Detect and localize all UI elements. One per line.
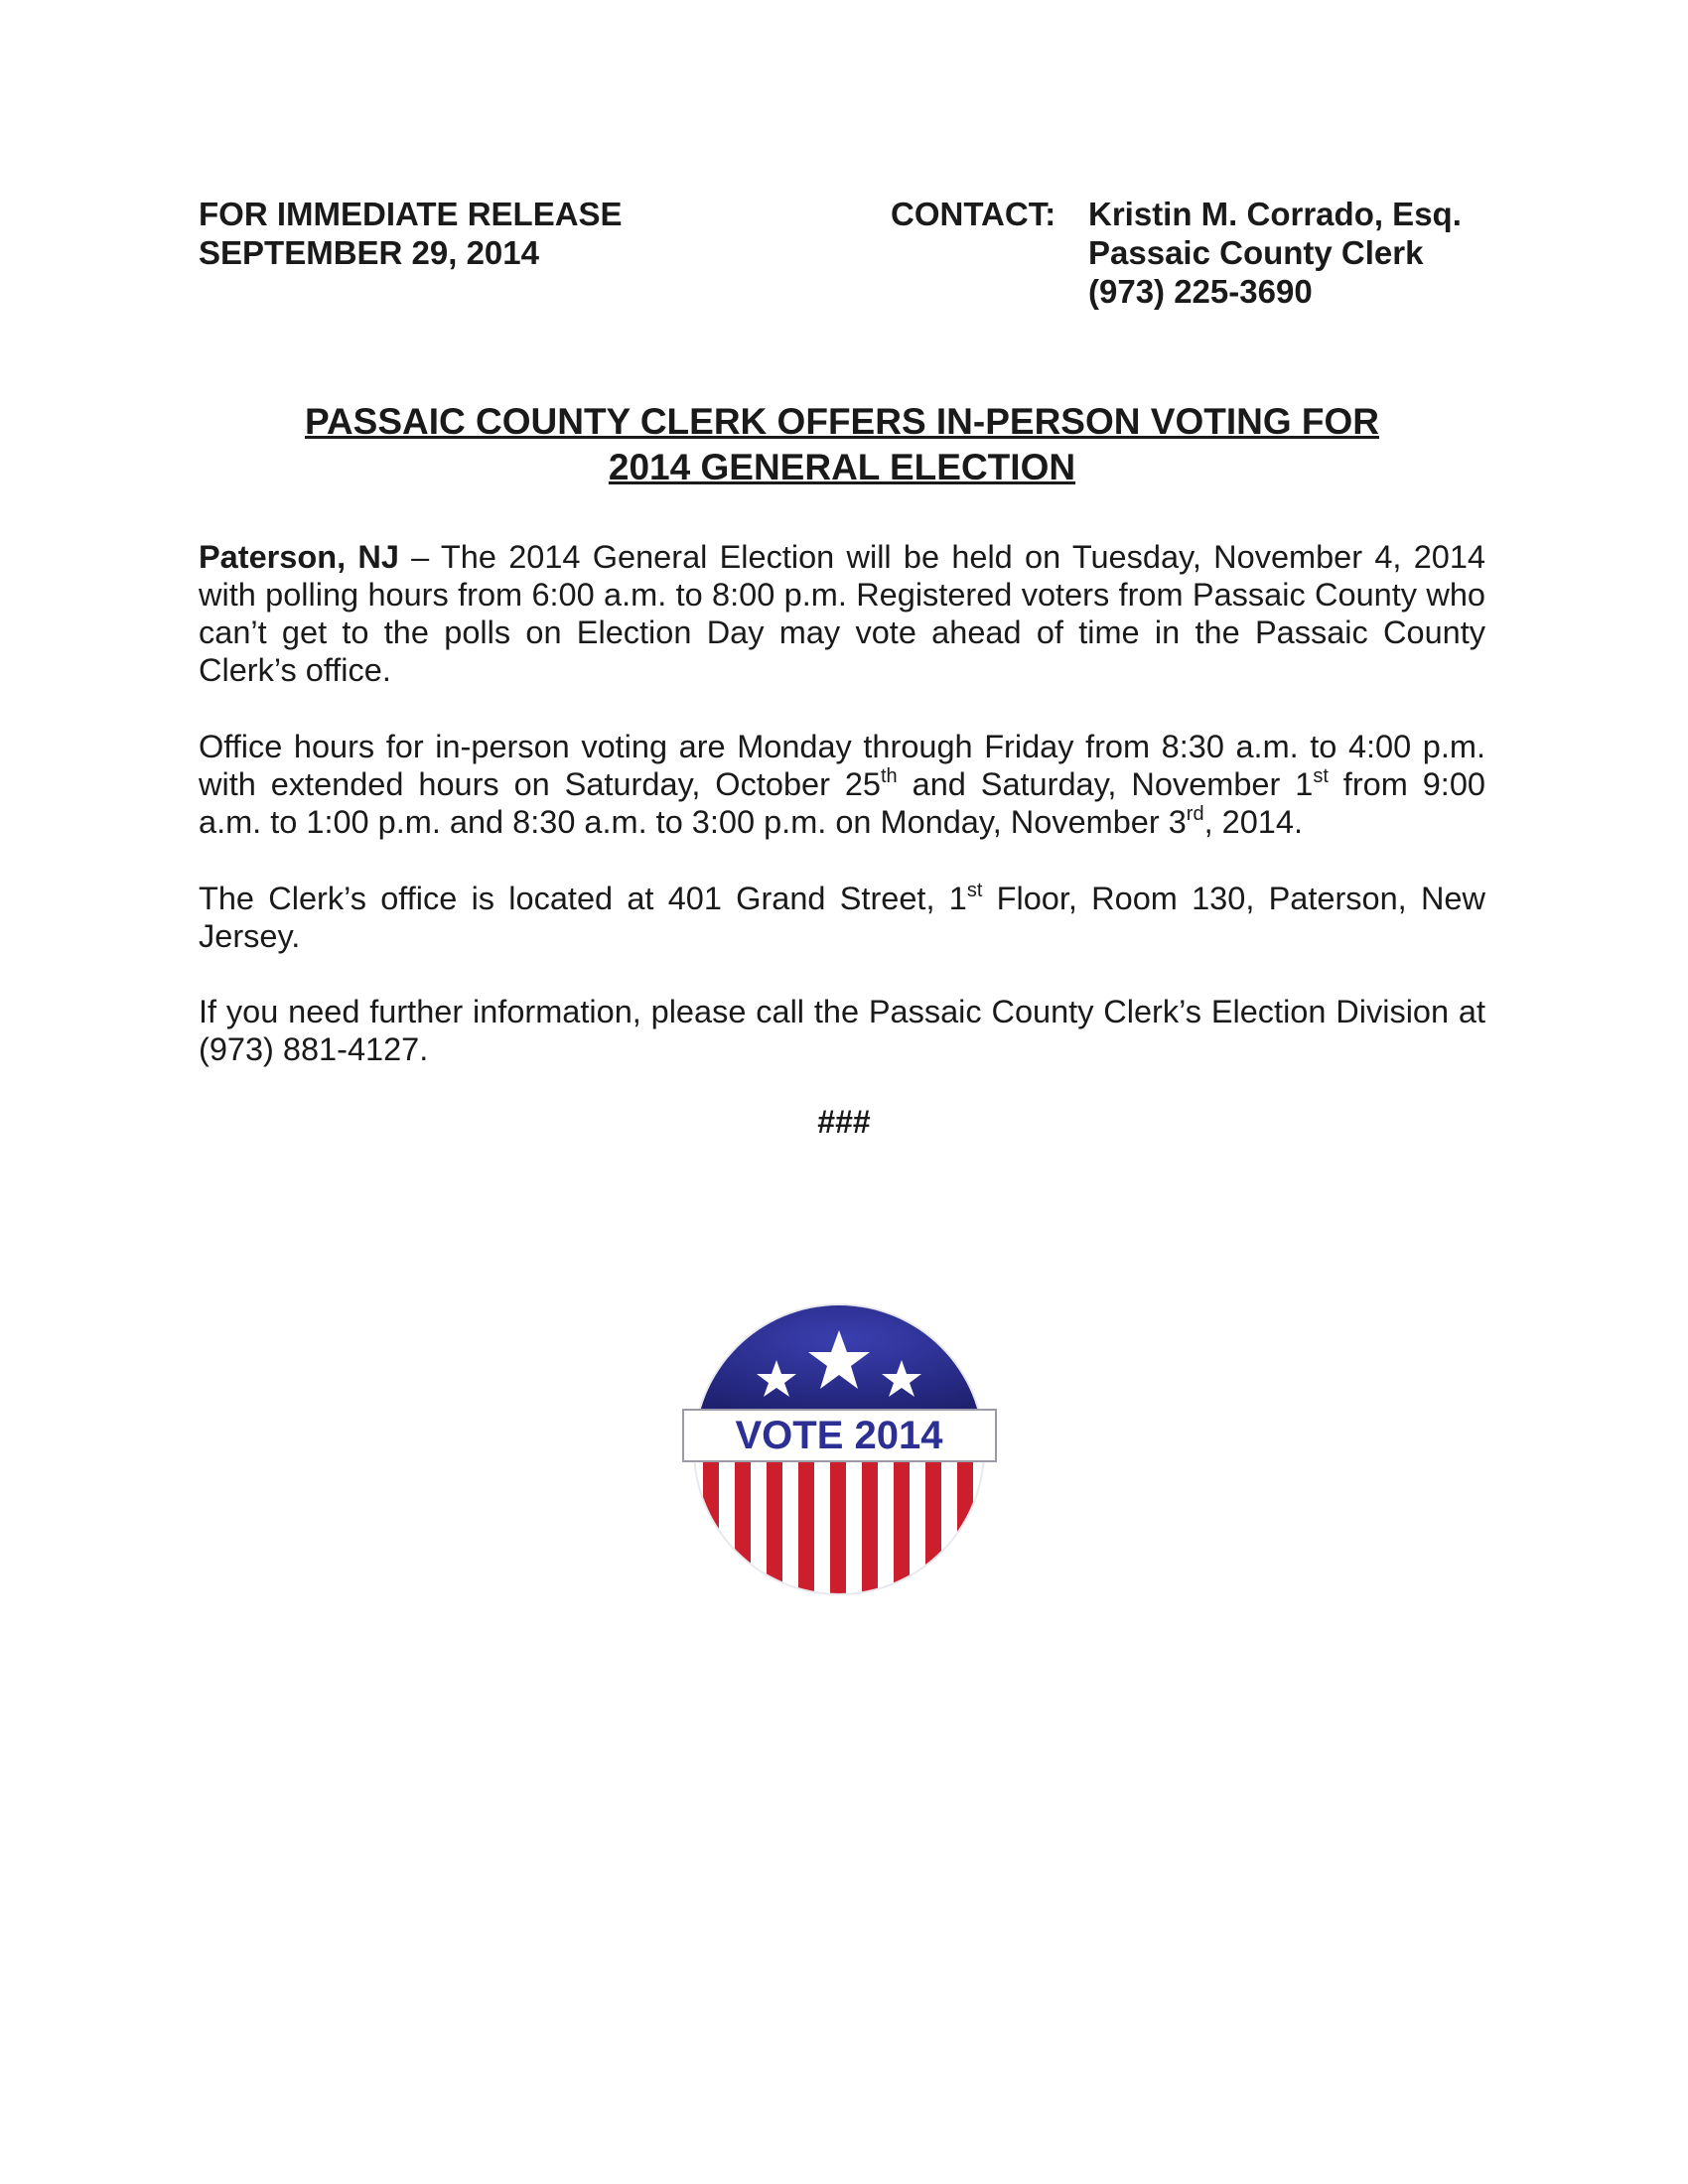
paragraph-1-text: – The 2014 General Election will be held on Tuesday, November 4, 2014 with polling hours from 6:00 a.m. to 8:00 p.m. Registered voters from Passaic County who can’t get to the polls on Election Day may vote ahead of time in the Passaic County Clerk’s office.	[199, 539, 1486, 688]
paragraph-office-hours	[199, 728, 1485, 841]
paragraph-2-part-2: and Saturday, November 1	[897, 766, 1314, 802]
contact-title: Passaic County Clerk	[1088, 234, 1424, 271]
ordinal-suffix: th	[881, 765, 898, 787]
ordinal-suffix: rd	[1186, 803, 1204, 825]
dateline: Paterson, NJ	[199, 539, 399, 575]
paragraph-location	[199, 880, 1485, 955]
ordinal-suffix: st	[966, 880, 983, 901]
end-mark: ###	[817, 1104, 871, 1140]
contact-label: CONTACT:	[891, 196, 1056, 232]
badge-stripes	[703, 1459, 973, 1598]
paragraph-4-text: If you need further information, please call the Passaic County Clerk’s Election Division at (973) 881-4127.	[199, 994, 1485, 1067]
headline	[199, 399, 1485, 490]
headline-line-1: PASSAIC COUNTY CLERK OFFERS IN-PERSON VOTING FOR	[305, 401, 1379, 442]
contact-phone: (973) 225-3690	[1088, 273, 1313, 310]
badge-label: VOTE 2014	[735, 1414, 943, 1457]
paragraph-2-part-1: Office hours for in-person voting are Monday through Friday from 8:30 a.m. to 4:00 p.m. with extended hours on Saturday, October 25	[199, 729, 1485, 802]
paragraph-3-part-1: The Clerk’s office is located at 401 Grand Street, 1	[199, 881, 967, 916]
contact-name: Kristin M. Corrado, Esq.	[1088, 196, 1462, 232]
release-date: SEPTEMBER 29, 2014	[199, 234, 539, 271]
headline-line-2: 2014 GENERAL ELECTION	[608, 447, 1076, 487]
paragraph-2-part-3: from 9:00 a.m. to 1:00 p.m. and 8:30 a.m. to 3:00 p.m. on Monday, November 3	[199, 766, 1485, 840]
release-line: FOR IMMEDIATE RELEASE	[199, 196, 623, 232]
paragraph-election-date	[199, 538, 1485, 689]
release-info	[199, 195, 623, 272]
vote-badge	[675, 1300, 1013, 1598]
ordinal-suffix: st	[1313, 765, 1329, 787]
paragraph-further-info	[199, 993, 1485, 1068]
paragraph-3-part-2: Floor, Room 130, Paterson, New Jersey.	[199, 881, 1485, 954]
contact-info	[1088, 195, 1462, 311]
paragraph-2-part-4: , 2014.	[1203, 804, 1303, 840]
